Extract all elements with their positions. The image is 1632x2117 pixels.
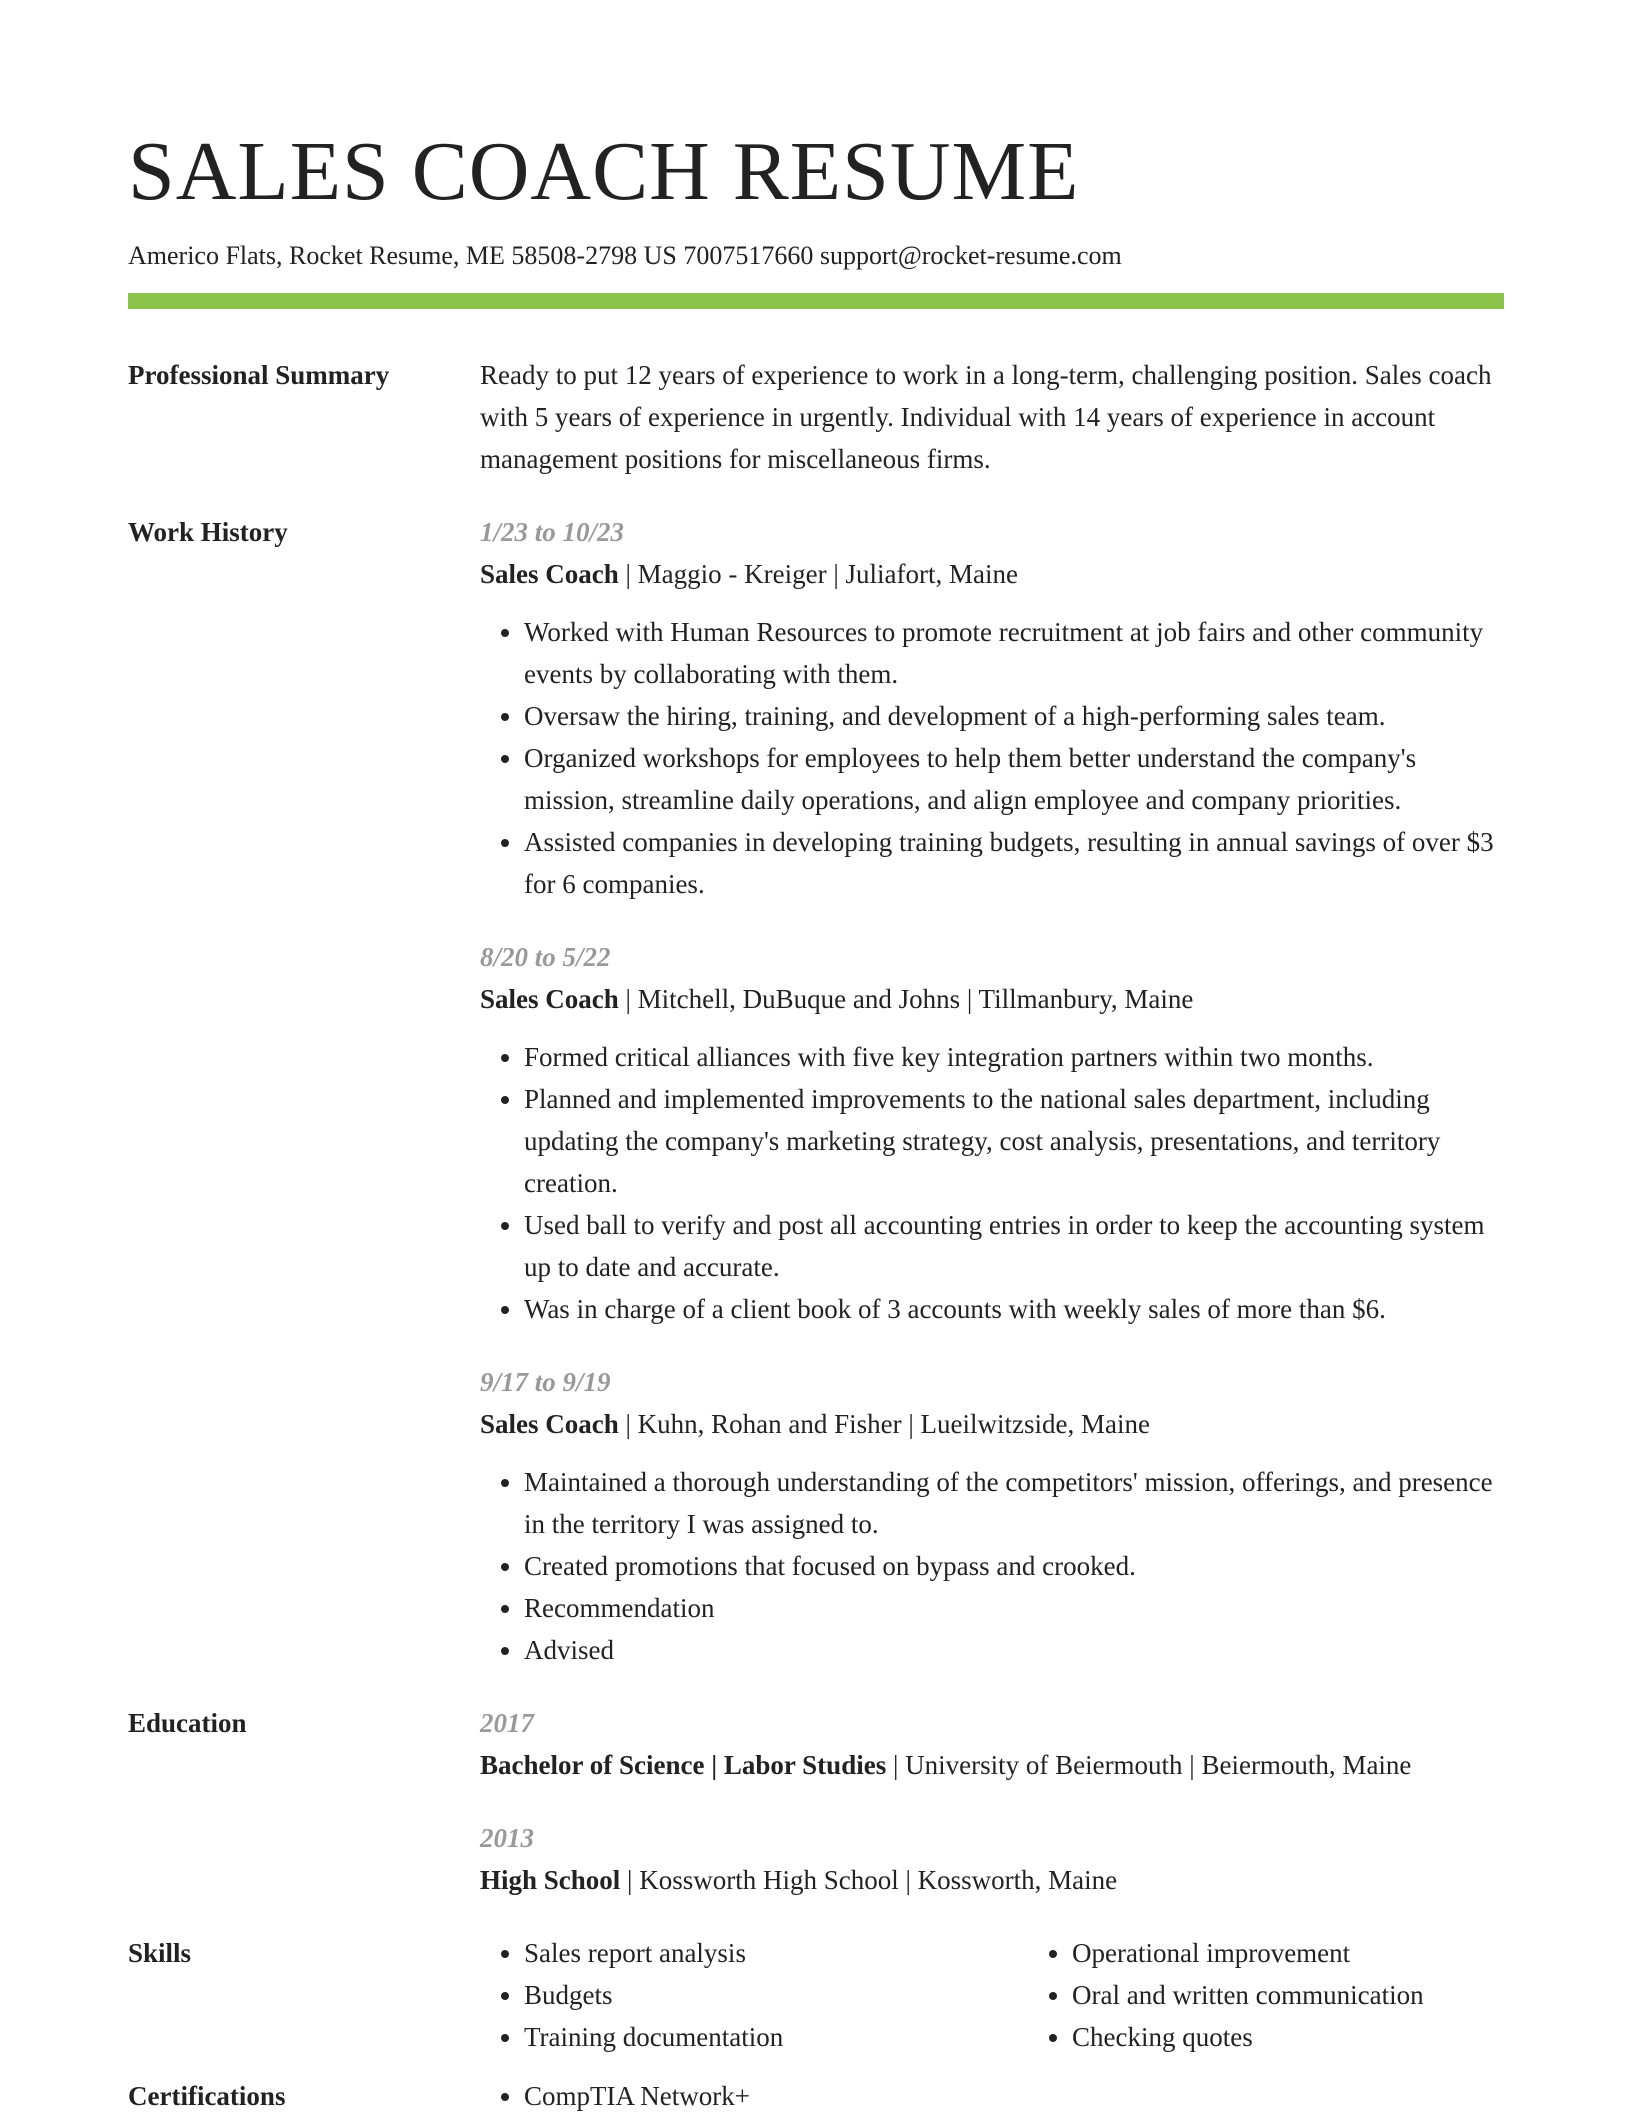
resume-title: SALES COACH RESUME (128, 125, 1080, 218)
job-title: Sales Coach (480, 1409, 619, 1439)
header-divider (128, 293, 1504, 309)
job-bullet: • Planned and implemented improvements to the national sales department, including updating the company's marketing strategy, cost analysis, presentations, and territory creation. (524, 1078, 1504, 1204)
skill-item: • Operational improvement (1072, 1932, 1576, 1974)
summary-text: Ready to put 12 years of experience to work in a long-term, challenging position. Sales coach with 5 years of experience in urgently. Individual with 14 years of experience in account management positions for miscellaneous firms. (480, 360, 1492, 474)
education-body (480, 1702, 1504, 1901)
work-history-section (128, 511, 1504, 1671)
job-entry (480, 1361, 1504, 1671)
skill-item: • Checking quotes (1072, 2016, 1576, 2058)
skill-item: • Training documentation (524, 2016, 1028, 2058)
resume-page (128, 0, 1504, 2117)
certifications-list (480, 2075, 1504, 2117)
job-bullets (480, 611, 1504, 905)
education-section (128, 1702, 1504, 1901)
job-details: | Maggio - Kreiger | Juliafort, Maine (618, 559, 1018, 589)
skill-item: • Sales report analysis (524, 1932, 1028, 1974)
certification-item: • CompTIA Network+ (524, 2075, 1504, 2117)
job-title: Sales Coach (480, 984, 619, 1014)
contact-info: Americo Flats, Rocket Resume, ME 58508-2798 US 7007517660 support@rocket-resume.com (128, 241, 1122, 270)
job-bullet: • Organized workshops for employees to help them better understand the company's mission, streamline daily operations, and align employee and company priorities. (524, 737, 1504, 821)
job-bullets (480, 1461, 1504, 1671)
education-label: Education (128, 1708, 247, 1738)
job-bullet: • Assisted companies in developing training budgets, resulting in annual savings of over $3 for 6 companies. (524, 821, 1504, 905)
job-bullet: • Used ball to verify and post all accounting entries in order to keep the accounting system up to date and accurate. (524, 1204, 1504, 1288)
job-dates: 9/17 to 9/19 (480, 1367, 611, 1397)
job-bullet: • Formed critical alliances with five key integration partners within two months. (524, 1036, 1504, 1078)
degree: Bachelor of Science | Labor Studies (480, 1750, 887, 1780)
job-heading (480, 978, 1504, 1020)
education-entry (480, 1702, 1504, 1786)
skill-item: • Oral and written communication (1072, 1974, 1576, 2016)
certifications-body (480, 2075, 1504, 2117)
work-history-body (480, 511, 1504, 1671)
summary-label: Professional Summary (128, 360, 390, 390)
job-heading (480, 1403, 1504, 1445)
job-heading (480, 553, 1504, 595)
job-bullet: • Advised (524, 1629, 1504, 1671)
job-title: Sales Coach (480, 559, 619, 589)
summary-section (128, 354, 1504, 480)
education-entry (480, 1817, 1504, 1901)
certifications-label: Certifications (128, 2081, 286, 2111)
certifications-section (128, 2075, 1504, 2117)
education-year: 2017 (480, 1708, 534, 1738)
education-heading (480, 1744, 1504, 1786)
skills-column (1028, 1932, 1576, 2058)
education-year: 2013 (480, 1823, 534, 1853)
job-bullets (480, 1036, 1504, 1330)
job-bullet: • Oversaw the hiring, training, and development of a high-performing sales team. (524, 695, 1504, 737)
degree: High School (480, 1865, 621, 1895)
job-dates: 1/23 to 10/23 (480, 517, 625, 547)
job-bullet: • Created promotions that focused on bypass and crooked. (524, 1545, 1504, 1587)
job-entry (480, 511, 1504, 905)
job-dates: 8/20 to 5/22 (480, 942, 611, 972)
skills-body (480, 1932, 1576, 2058)
job-bullet: • Worked with Human Resources to promote recruitment at job fairs and other community events by collaborating with them. (524, 611, 1504, 695)
job-details: | Kuhn, Rohan and Fisher | Lueilwitzside, Maine (618, 1409, 1150, 1439)
skills-column (480, 1932, 1028, 2058)
skills-label: Skills (128, 1938, 192, 1968)
skills-section (128, 1932, 1504, 2058)
job-bullet: • Maintained a thorough understanding of the competitors' mission, offerings, and presence in the territory I was assigned to. (524, 1461, 1504, 1545)
job-bullet: • Was in charge of a client book of 3 accounts with weekly sales of more than $6. (524, 1288, 1504, 1330)
skill-item: • Budgets (524, 1974, 1028, 2016)
work-history-label: Work History (128, 517, 288, 547)
job-entry (480, 936, 1504, 1330)
school-details: | University of Beiermouth | Beiermouth, Maine (886, 1750, 1412, 1780)
job-bullet: • Recommendation (524, 1587, 1504, 1629)
school-details: | Kossworth High School | Kossworth, Maine (620, 1865, 1118, 1895)
job-details: | Mitchell, DuBuque and Johns | Tillmanbury, Maine (618, 984, 1194, 1014)
education-heading (480, 1859, 1504, 1901)
